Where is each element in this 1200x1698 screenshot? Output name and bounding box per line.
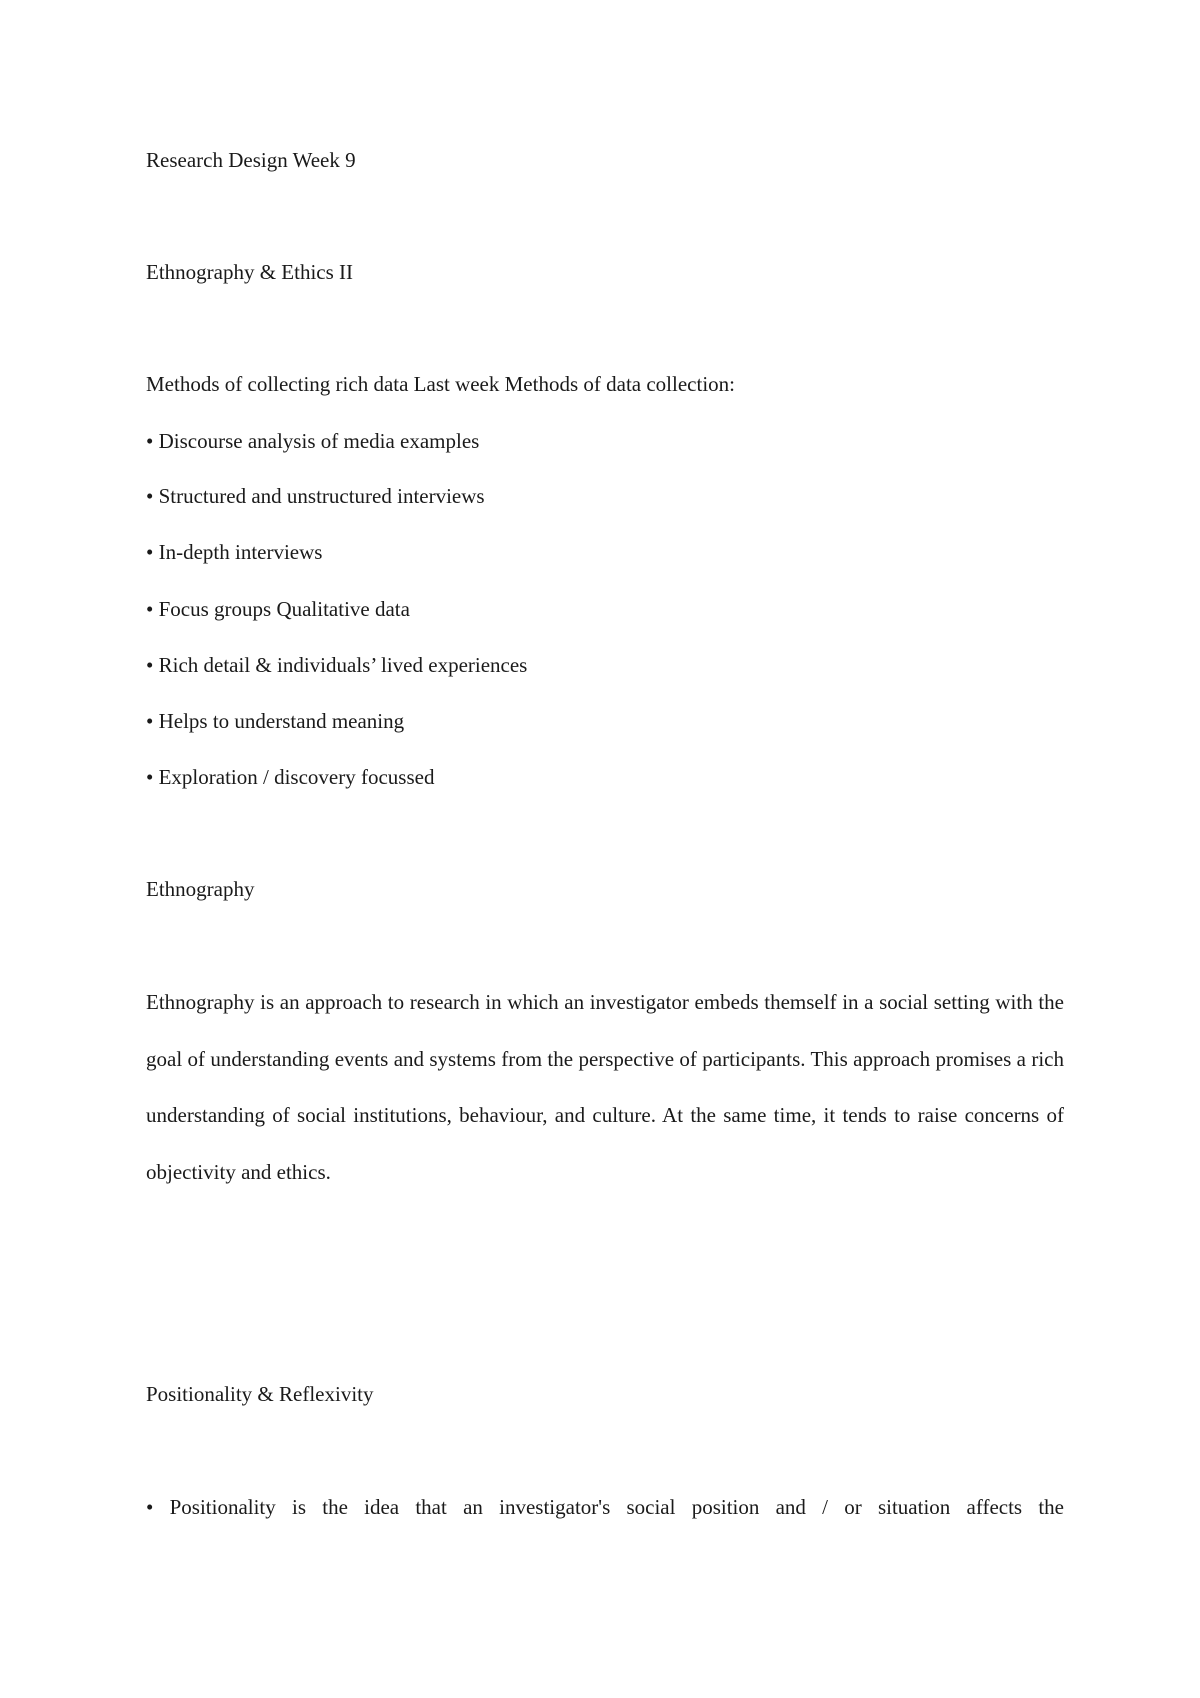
document-subtitle: Ethnography & Ethics II [146, 260, 354, 284]
section-heading-ethnography: Ethnography [146, 877, 255, 901]
bullet-item: • Exploration / discovery focussed [146, 765, 435, 789]
bullet-item: • Helps to understand meaning [146, 709, 405, 733]
section-heading-positionality: Positionality & Reflexivity [146, 1382, 374, 1406]
bullet-item: • Structured and unstructured interviews [146, 484, 485, 508]
bullet-item: • Focus groups Qualitative data [146, 597, 410, 621]
bullet-item: • In-depth interviews [146, 540, 323, 564]
ethnography-paragraph: Ethnography is an approach to research in which an investigator embeds themself in a social setting with the goal of understanding events and systems from the perspective of participants. This approach promises a rich understanding of social institutions, behaviour, and culture. At the same time, it tends to raise concerns of objectivity and ethics. [146, 990, 1064, 1184]
methods-intro: Methods of collecting rich data Last week Methods of data collection: [146, 372, 735, 396]
document-title: Research Design Week 9 [146, 148, 356, 172]
bullet-item: • Discourse analysis of media examples [146, 429, 480, 453]
positionality-bullet: • Positionality is the idea that an investigator's social position and / or situation affects the [146, 1495, 1064, 1519]
bullet-item: • Rich detail & individuals’ lived experiences [146, 653, 528, 677]
